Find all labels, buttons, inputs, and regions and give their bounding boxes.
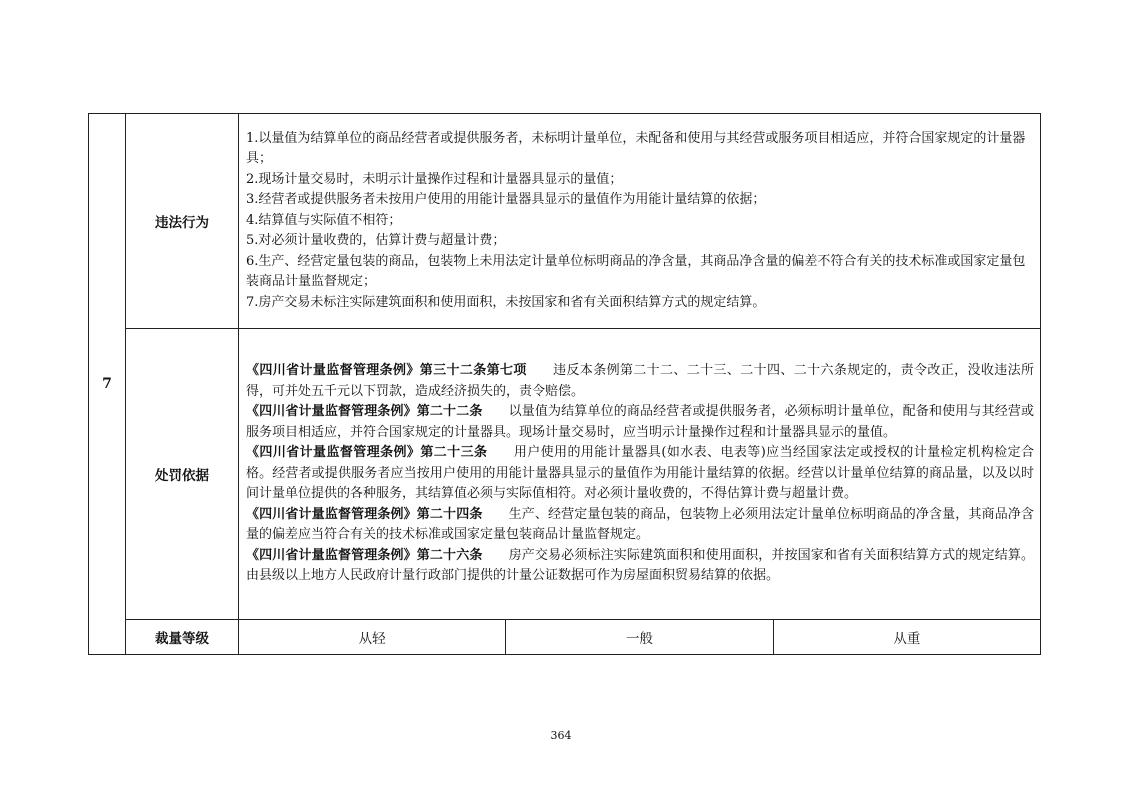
violations-list <box>246 129 1034 314</box>
basis-paragraph <box>246 402 1034 443</box>
basis-article-text: 违反本条例第二十二、二十三、二十四、二十六条规定的，责令改正，没收违法所得，可并处五千元以下罚款，造成经济损失的，责令赔偿。 <box>246 363 1034 399</box>
grade-row <box>89 620 1041 655</box>
violation-item: 4.结算值与实际值不相符； <box>246 212 402 228</box>
grade-lenient: 从轻 <box>239 620 506 655</box>
grade-normal: 一般 <box>506 620 773 655</box>
violations-row <box>89 114 1041 329</box>
violations-cell <box>239 114 1041 329</box>
row-number: 7 <box>89 114 126 655</box>
basis-article-text: 用户使用的用能计量器具(如水表、电表等)应当经国家法定或授权的计量检定机构检定合格。经营者或提供服务者应当按用户使用的用能计量器具显示的量值作为用能计量结算的依据。经营以计量单位结算的商品量，以及以时间计量单位提供的各种服务，其结算值必须与实际值相符。对必须计量收费的，不得估算计费与超量计费。 <box>246 445 1034 502</box>
violation-item: 1.以量值为结算单位的商品经营者或提供服务者，未标明计量单位，未配备和使用与其经营或服务项目相适应，并符合国家规定的计量器具； <box>246 130 1026 167</box>
violations-label: 违法行为 <box>126 114 239 329</box>
basis-article-title: 《四川省计量监督管理条例》第三十二条第七项 <box>246 363 527 379</box>
penalty-table <box>88 113 1041 655</box>
basis-paragraph <box>246 546 1034 587</box>
basis-article-text: 房产交易必须标注实际建筑面积和使用面积，并按国家和省有关面积结算方式的规定结算。由县级以上地方人民政府计量行政部门提供的计量公证数据可作为房屋面积贸易结算的依据。 <box>246 547 1034 584</box>
grade-label: 裁量等级 <box>126 620 239 655</box>
basis-article-title: 《四川省计量监督管理条例》第二十二条 <box>246 404 483 420</box>
violation-item: 7.房产交易未标注实际建筑面积和使用面积，未按国家和省有关面积结算方式的规定结算。 <box>246 294 766 310</box>
grade-severe: 从重 <box>773 620 1040 655</box>
basis-article-text: 生产、经营定量包装的商品，包装物上必须用法定计量单位标明商品的净含量，其商品净含量的偏差应当符合有关的技术标准或国家定量包装商品计量监督规定。 <box>246 506 1034 543</box>
basis-label: 处罚依据 <box>126 329 239 620</box>
violation-item: 2.现场计量交易时，未明示计量操作过程和计量器具显示的量值； <box>246 171 623 187</box>
basis-article-title: 《四川省计量监督管理条例》第二十三条 <box>246 445 488 461</box>
violation-item: 3.经营者或提供服务者未按用户使用的用能计量器具显示的量值作为用能计量结算的依据； <box>246 192 766 208</box>
basis-article-text: 以量值为结算单位的商品经营者或提供服务者，必须标明计量单位，配备和使用与其经营或服务项目相适应，并符合国家规定的计量器具。现场计量交易时，应当明示计量操作过程和计量器具显示的量值。 <box>246 404 1034 440</box>
page-number: 364 <box>550 729 572 742</box>
violation-item: 5.对必须计量收费的，估算计费与超量计费； <box>246 233 506 249</box>
basis-row <box>89 329 1041 620</box>
basis-paragraph <box>246 505 1034 546</box>
basis-cell <box>239 329 1041 620</box>
basis-article-title: 《四川省计量监督管理条例》第二十六条 <box>246 547 483 563</box>
basis-paragraph <box>246 443 1034 505</box>
basis-article-title: 《四川省计量监督管理条例》第二十四条 <box>246 506 483 522</box>
basis-paragraph <box>246 361 1034 402</box>
violation-item: 6.生产、经营定量包装的商品，包装物上未用法定计量单位标明商品的净含量，其商品净含量的偏差不符合有关的技术标准或国家定量包装商品计量监督规定； <box>246 253 1026 290</box>
